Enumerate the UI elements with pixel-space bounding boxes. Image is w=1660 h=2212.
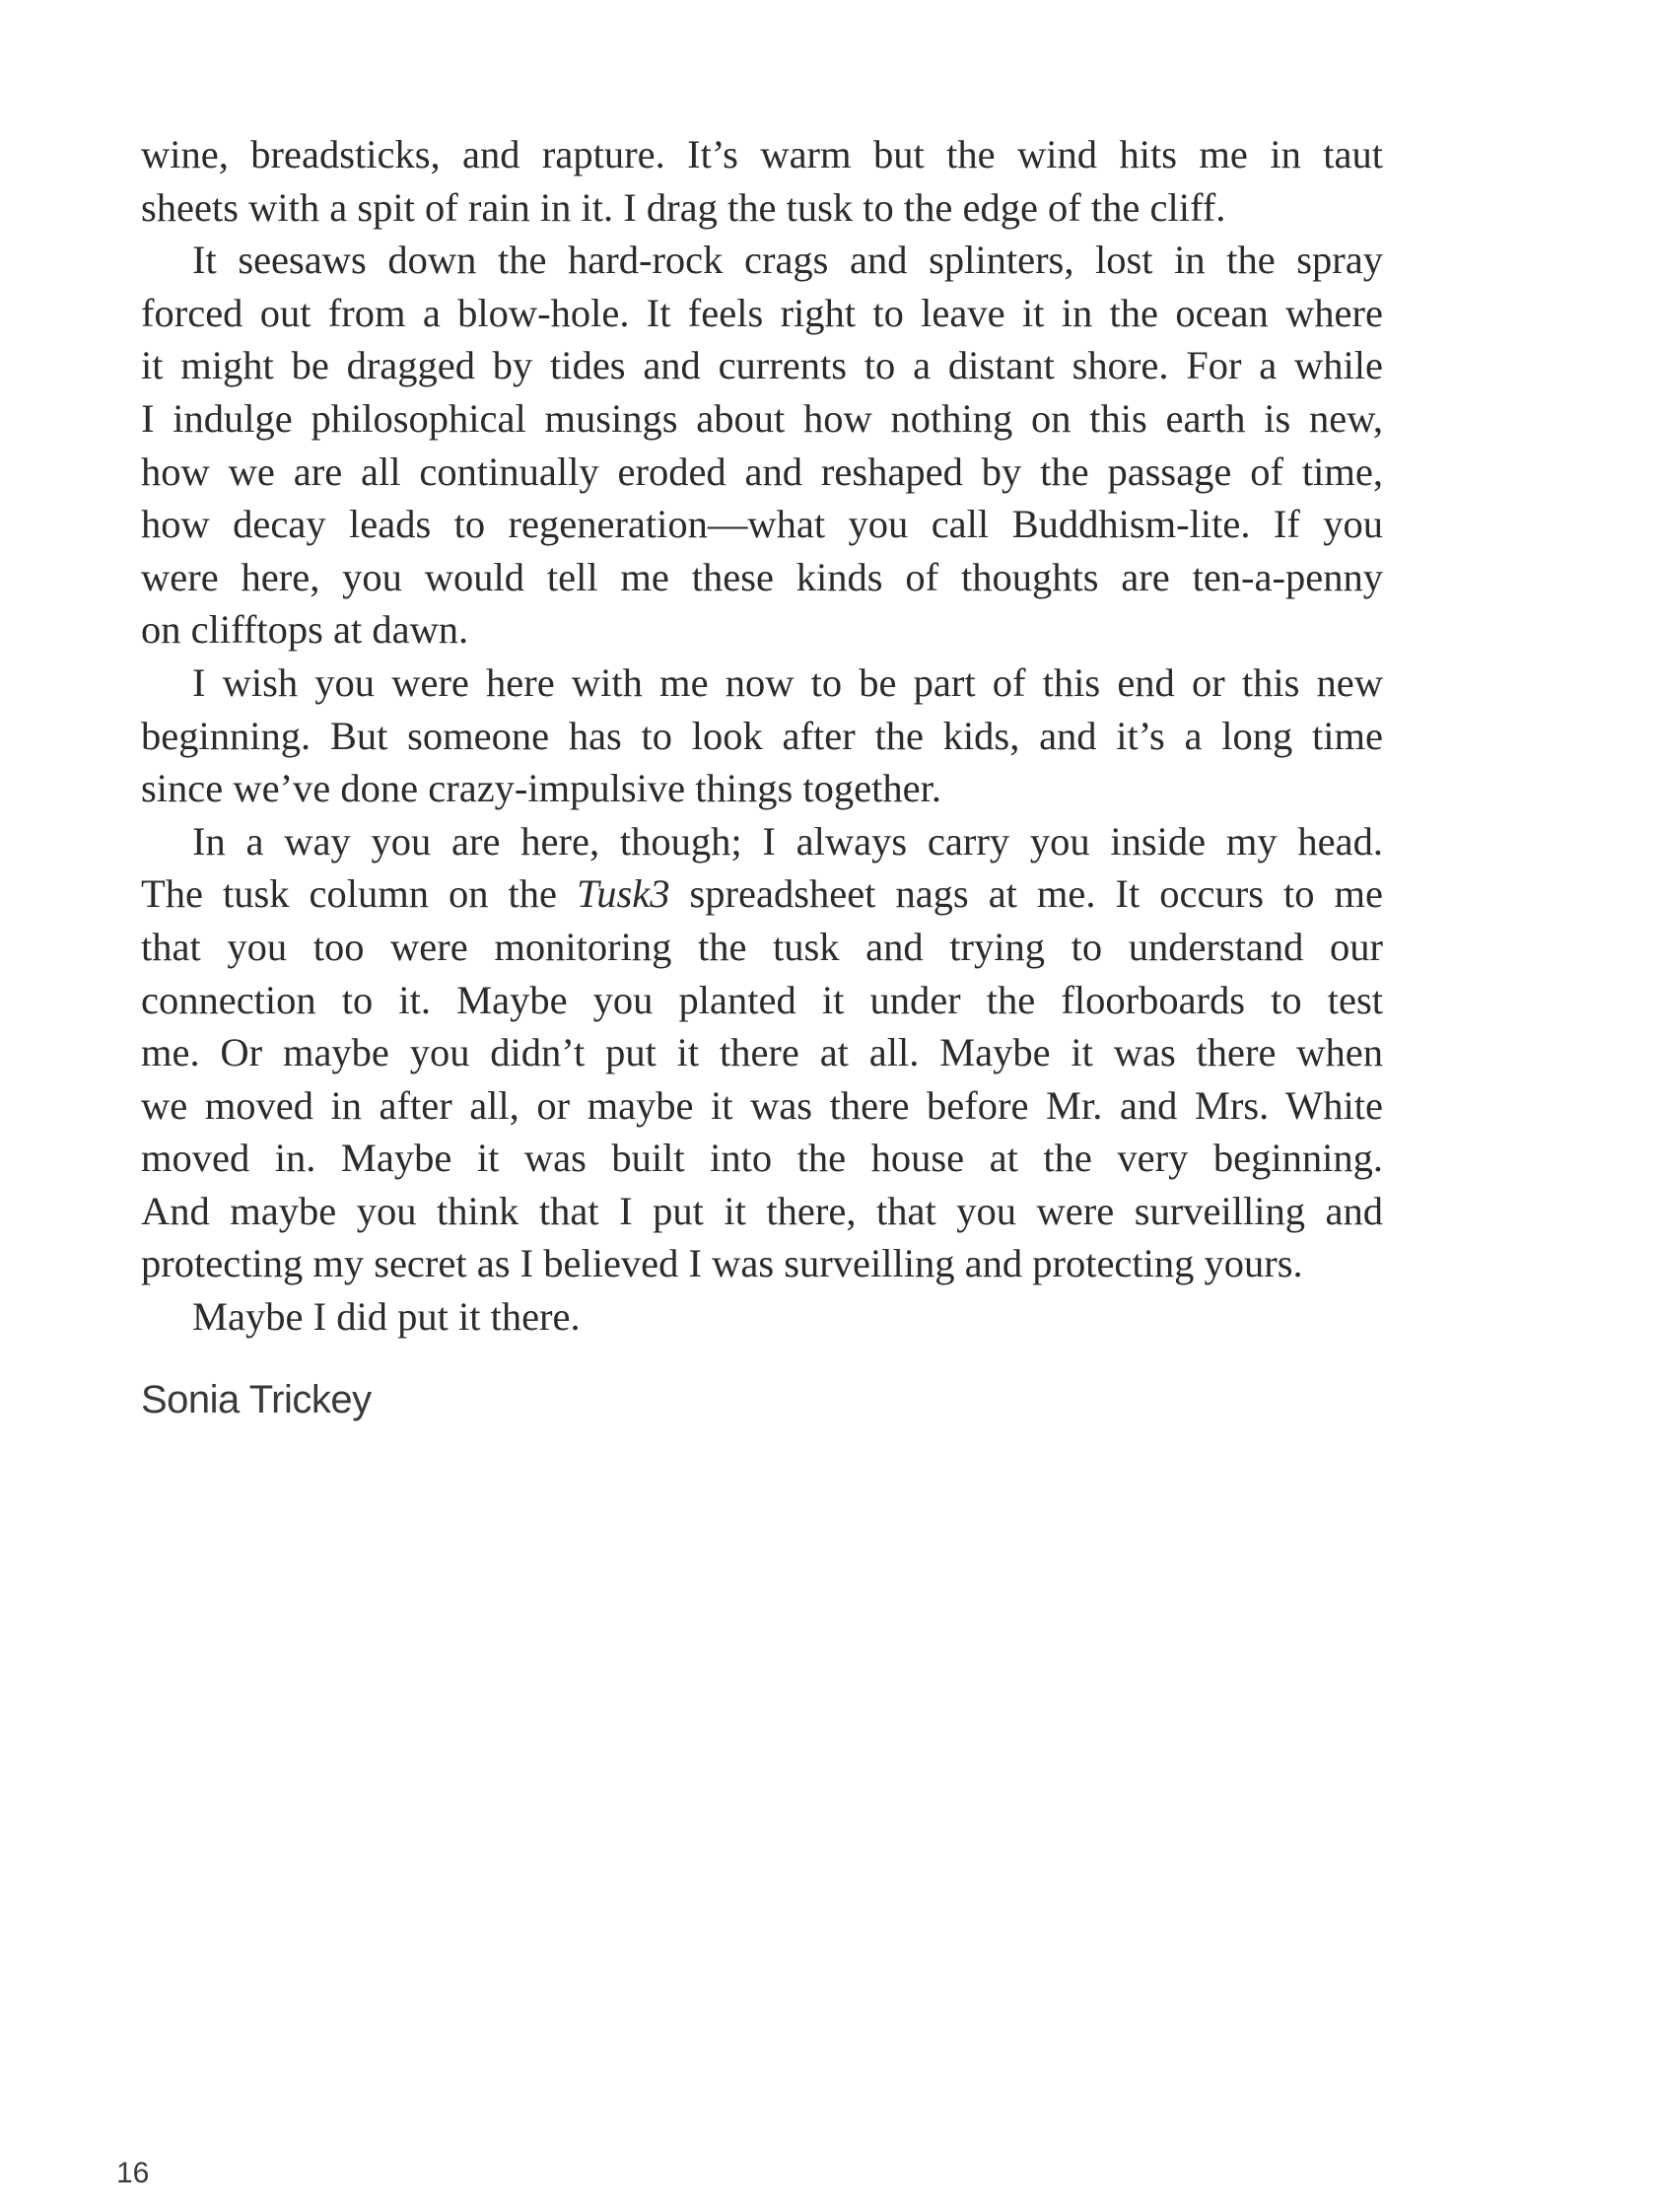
text-line: moved in. Maybe it was built into the house at the very beginning. — [141, 1136, 1383, 1181]
text-line: forced out from a blow-hole. It feels right to leave it in the ocean where — [141, 290, 1383, 335]
text-line: me. Or maybe you didn’t put it there at all. Maybe it was there when — [141, 1030, 1383, 1075]
text-line: it might be dragged by tides and currents to a distant shore. For a while — [141, 343, 1383, 388]
text-line: I wish you were here with me now to be part of this end or this new — [192, 659, 1383, 705]
story-text — [141, 128, 1383, 1344]
author-name: Sonia Trickey — [141, 1378, 372, 1421]
text-line — [141, 867, 1383, 921]
text-line: since we’ve done crazy-impulsive things together. — [141, 766, 941, 811]
text-fragment: The tusk column on the — [141, 871, 577, 917]
spreadsheet-title: Tusk3 — [576, 871, 670, 917]
text-line: wine, breadsticks, and rapture. It’s warm but the wind hits me in taut — [141, 132, 1383, 176]
page-number: 16 — [116, 2157, 150, 2189]
text-fragment: spreadsheet nags at me. It occurs to me — [669, 871, 1383, 917]
text-line: In a way you are here, though; I always carry you inside my head. — [192, 818, 1383, 864]
text-line: And maybe you think that I put it there, that you were surveilling and — [141, 1188, 1383, 1233]
text-line: sheets with a spit of rain in it. I drag the tusk to the edge of the cliff. — [141, 184, 1226, 230]
text-line: we moved in after all, or maybe it was there before Mr. and Mrs. White — [141, 1082, 1383, 1128]
text-line: beginning. But someone has to look after the kids, and it’s a long time — [141, 713, 1383, 758]
text-line: protecting my secret as I believed I was surveilling and protecting yours. — [141, 1241, 1303, 1286]
text-line: It seesaws down the hard-rock crags and splinters, lost in the spray — [192, 238, 1383, 283]
text-line: how we are all continually eroded and reshaped by the passage of time, — [141, 449, 1383, 494]
text-line: that you too were monitoring the tusk and trying to understand our — [141, 924, 1383, 969]
text-line: were here, you would tell me these kinds of thoughts are ten-a-penny — [141, 554, 1383, 599]
text-line: I indulge philosophical musings about how nothing on this earth is new, — [141, 395, 1383, 441]
text-line: how decay leads to regeneration—what you call Buddhism-lite. If you — [141, 502, 1383, 547]
text-line: on clifftops at dawn. — [141, 607, 469, 653]
text-line: Maybe I did put it there. — [192, 1294, 581, 1340]
text-line: connection to it. Maybe you planted it under the floorboards to test — [141, 977, 1383, 1022]
